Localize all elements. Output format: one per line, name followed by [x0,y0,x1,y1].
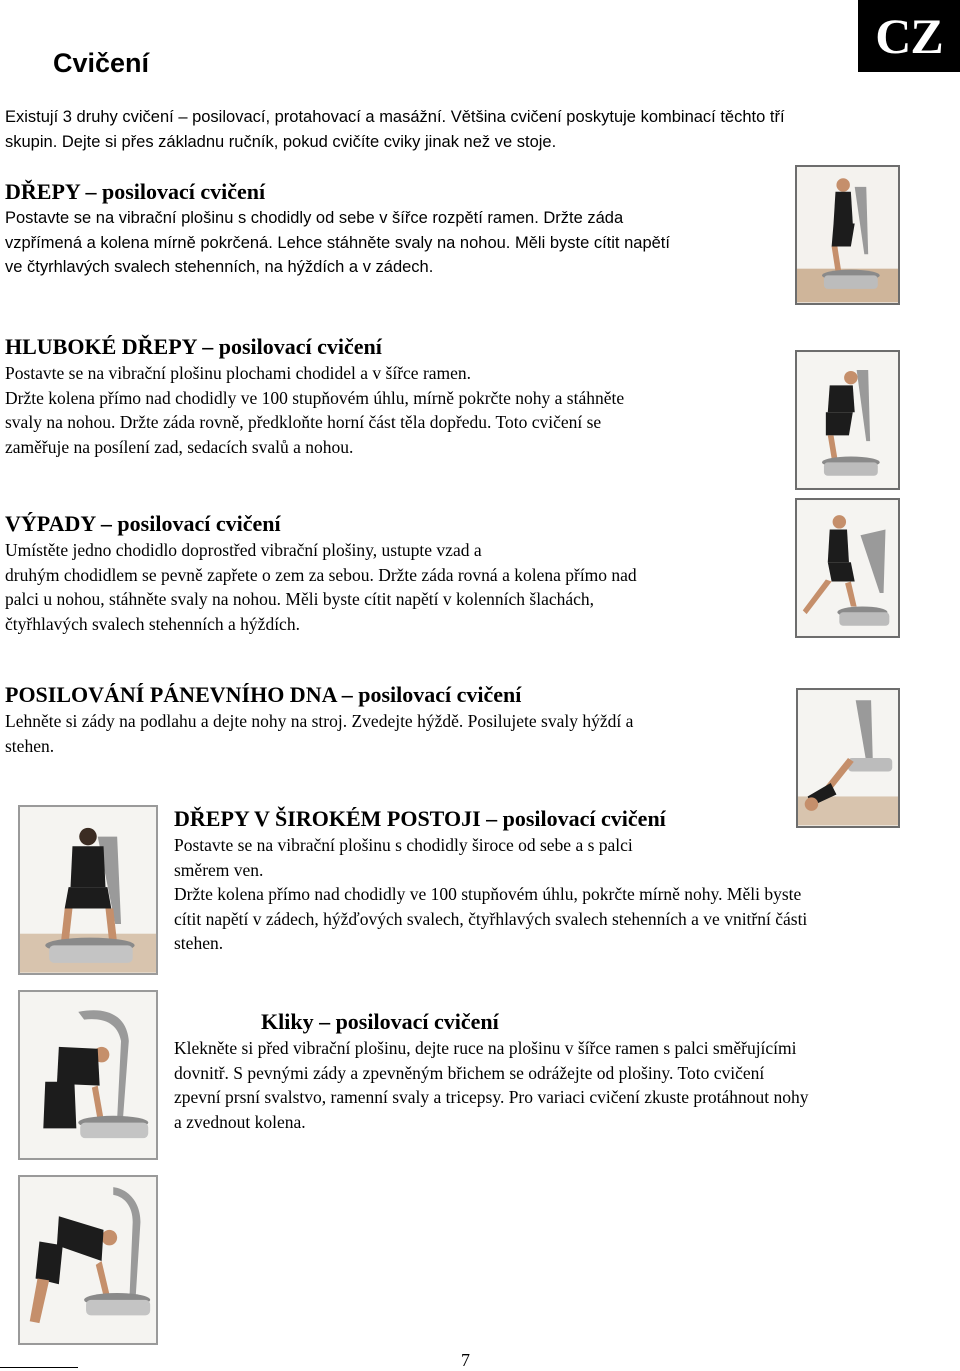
intro-line: skupin. Dejte si přes základnu ručník, pokud cvičíte cviky jinak než ve stoje. [5,132,557,151]
section-line: stehen. [5,735,55,756]
page-number: 7 [461,1350,470,1370]
photo-wide-squat [18,805,158,975]
section-line: Postavte se na vibrační plošinu s chodidly od sebe v šířce rozpětí ramen. Držte záda [5,209,624,227]
section-lunges [5,510,785,636]
section-heading: DŘEPY – posilovací cvičení [5,179,266,204]
section-line: ve čtyrhlavých svalech stehenních, na hýždích a v zádech. [5,258,434,276]
photo-lunge [795,498,900,638]
footer-rule [0,1367,78,1368]
section-line: stehen. [174,933,224,953]
section-squats [5,178,785,280]
intro-text [5,105,905,154]
section-heading: Kliky – posilovací cvičení [261,1009,499,1034]
section-line: zpevní prsní svalstvo, ramenní svaly a tricepsy. Pro variaci cvičení zkuste protáhnout nohy [174,1087,809,1107]
section-line: svaly na nohou. Držte záda rovně, předkloňte horní část těla dopředu. Toto cvičení se [5,412,602,432]
section-line: směrem ven. [174,859,264,880]
section-line: Umístěte jedno chodidlo doprostřed vibrační plošiny, ustupte vzad a [5,540,482,560]
section-line: dovnitř. S pevnými zády a zpevněným břichem se odrážejte od plošiny. Toto cvičení [174,1062,765,1083]
photo-pushup-knees [18,990,158,1160]
section-heading: DŘEPY V ŠIROKÉM POSTOJI – posilovací cvičení [174,806,666,831]
section-line: druhým chodidlem se pevně zapřete o zem za sebou. Držte záda rovná a kolena přímo nad [5,564,637,585]
section-line: vzpřímená a kolena mírně pokrčená. Lehce stáhněte svaly na nohou. Měli byste cítit napětí [5,233,670,252]
photo-deep-squat [795,350,900,490]
section-line: cítit napětí v zádech, hýžďových svalech, čtyřhlavých svalech stehenních a ve vnitřní části [174,908,808,929]
section-pelvic-floor [5,681,785,758]
section-deep-squats [5,333,785,459]
section-heading: VÝPADY – posilovací cvičení [5,511,281,536]
section-line: palci u nohou, stáhněte svaly na nohou. Měli byste cítit napětí v kolenních šlachách, [5,589,595,609]
section-heading: POSILOVÁNÍ PÁNEVNÍHO DNA – posilovací cvičení [5,682,522,707]
section-heading: HLUBOKÉ DŘEPY – posilovací cvičení [5,334,382,359]
photo-pelvic-floor [796,688,900,828]
language-badge: CZ [858,0,960,72]
section-line: Klekněte si před vibrační plošinu, dejte ruce na plošinu v šířce ramen s palci směřujícími [174,1038,797,1058]
section-pushups [174,1008,934,1134]
photo-pushup-legs [18,1175,158,1345]
section-line: Držte kolena přímo nad chodidly ve 100 stupňovém úhlu, pokrčte mírně nohy. Měli byste [174,884,802,904]
section-line: a zvednout kolena. [174,1111,306,1132]
section-line: zaměřuje na posílení zad, sedacích svalů a nohou. [5,436,354,457]
photo-squat [795,165,900,305]
section-line: Držte kolena přímo nad chodidly ve 100 stupňovém úhlu, mírně pokrčte nohy a stáhněte [5,387,625,408]
section-line: čtyřhlavých svalech stehenních a hýždích. [5,613,300,634]
intro-line: Existují 3 druhy cvičení – posilovací, protahovací a masážní. Většina cvičení poskytuje kombinací těchto tří [5,108,785,126]
section-line: Postavte se na vibrační plošinu s chodidly široce od sebe a s palci [174,835,633,855]
section-line: Postavte se na vibrační plošinu plochami chodidel a v šířce ramen. [5,363,472,383]
page-title: Cvičení [53,48,150,78]
section-line: Lehněte si zády na podlahu a dejte nohy na stroj. Zvedejte hýždě. Posilujete svaly hýždí a [5,711,634,731]
